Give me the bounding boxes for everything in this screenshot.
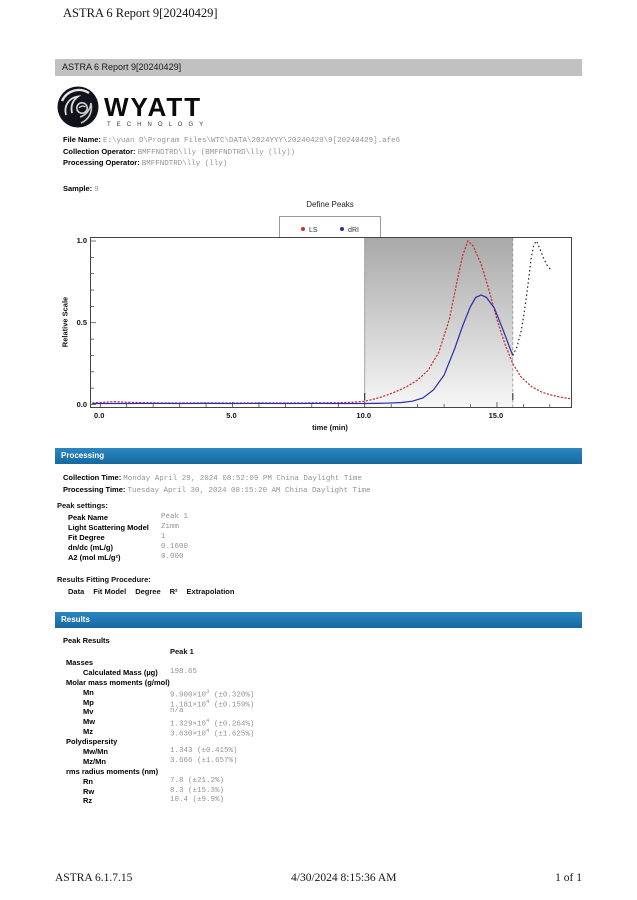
peak-setting-row (57, 543, 457, 553)
fitting-procedure-item: Degree (135, 587, 161, 596)
results-value-row (57, 707, 517, 717)
processing-operator-label: Processing Operator: (63, 158, 140, 168)
brand-subtitle: T E C H N O L O G Y (107, 122, 206, 128)
legend-entry-ls[interactable] (301, 227, 318, 234)
results-group-row (57, 678, 517, 688)
sample-line (63, 184, 99, 194)
result-label: Calculated Mass (µg) (83, 667, 158, 677)
ls-marker-icon (301, 227, 305, 231)
results-rows (57, 658, 517, 806)
result-value: 3.666 (±1.657%) (170, 756, 238, 765)
legend-entry-dri[interactable] (340, 227, 359, 234)
y-tick-label: 0.5 (76, 317, 87, 327)
y-axis-label: Relative Scale (60, 296, 70, 348)
fitting-procedure-block (57, 575, 243, 596)
collection-time-label: Collection Time: (63, 473, 122, 482)
results-value-row (57, 747, 517, 757)
setting-label: Peak Name (68, 513, 109, 522)
result-value: 7.8 (±21.2%) (170, 776, 225, 785)
peak-settings-rows (57, 513, 457, 562)
peak-setting-row (57, 513, 457, 523)
results-value-row (57, 717, 517, 727)
peak-settings-block (57, 501, 457, 562)
results-section-bar: Results (55, 612, 582, 628)
results-value-row (57, 796, 517, 806)
collection-time-value: Monday April 29, 2024 08:52:09 PM China Daylight Time (123, 475, 362, 483)
y-tick-label: 0.0 (76, 399, 87, 409)
result-value: 8.3 (±15.3%) (170, 786, 225, 795)
results-group-row (57, 767, 517, 777)
result-label: Mv (83, 707, 94, 717)
setting-value: 0.1600 (161, 542, 189, 551)
setting-value: 1 (161, 532, 166, 541)
result-value: $1.181\times 10^4$ (±0.159%) (170, 697, 255, 710)
result-value: 1.343 (±0.415%) (170, 747, 238, 756)
results-group-row (57, 658, 517, 668)
result-value: $9.900\times 10^3$ (±0.320%) (170, 687, 255, 700)
setting-value: Peak 1 (161, 513, 189, 521)
result-label: Mw/Mn (83, 747, 108, 757)
fitting-procedure-title: Results Fitting Procedure: (57, 575, 151, 584)
result-label: Rn (83, 776, 93, 786)
results-group-row (57, 737, 517, 747)
group-label: Masses (66, 658, 94, 667)
dri-marker-icon (340, 227, 344, 231)
legend-label-dri: dRI (348, 227, 359, 234)
processing-time-label: Processing Time: (63, 484, 126, 494)
footer-datetime: 4/30/2024 8:15:36 AM (291, 872, 397, 884)
result-label: Rw (83, 786, 95, 796)
processing-section-bar: Processing (55, 448, 582, 464)
results-value-row (57, 727, 517, 737)
setting-label: Fit Degree (68, 532, 105, 542)
results-value-row (57, 777, 517, 787)
result-value: n/a (170, 707, 184, 716)
results-value-row (57, 787, 517, 797)
collection-operator-value: BMFFNDTRD\lly (BMFFNDTRD\lly (lly)) (137, 148, 296, 157)
fitting-procedure-item: Extrapolation (186, 587, 235, 596)
page-footer (55, 872, 582, 884)
x-tick-label: 5.0 (226, 411, 237, 420)
results-value-row (57, 668, 517, 678)
processing-operator-line (63, 158, 400, 170)
collection-operator-label: Collection Operator: (63, 146, 136, 156)
plot-svg (91, 238, 571, 407)
x-tick-label: 10.0 (356, 411, 372, 420)
file-name-line (63, 135, 400, 147)
file-name-label: File Name: (63, 135, 101, 144)
result-label: Rz (83, 796, 93, 806)
processing-time-value: Tuesday April 30, 2024 08:15:20 AM China Daylight Time (127, 486, 371, 495)
setting-value: 0.000 (161, 552, 184, 561)
results-value-row (57, 757, 517, 767)
sample-label: Sample: (63, 184, 93, 193)
peaks-chart (55, 237, 615, 437)
footer-page-number: 1 of 1 (555, 872, 582, 884)
x-axis-label: time (min) (312, 423, 348, 432)
result-value: $3.630\times 10^4$ (±1.625%) (170, 727, 255, 739)
result-value: 198.65 (170, 667, 198, 676)
collection-time-line (63, 473, 371, 485)
peak-setting-row (57, 553, 457, 563)
footer-version: ASTRA 6.1.7.15 (55, 872, 133, 884)
sample-value: 9 (94, 186, 99, 194)
setting-label: dn/dc (mL/g) (68, 542, 113, 552)
result-label: Mz/Mn (83, 756, 106, 766)
x-tick-label: 15.0 (488, 411, 504, 420)
group-label: Molar mass moments (g/mol) (66, 677, 170, 687)
result-value: $1.329\times 10^4$ (±0.264%) (170, 717, 255, 729)
setting-label: A2 (mol mL/g²) (68, 552, 121, 562)
plot-area[interactable] (90, 237, 572, 408)
group-label: Polydispersity (66, 737, 118, 747)
brand-name: WYATT (104, 92, 203, 122)
file-info-block (63, 135, 400, 170)
file-name-value: E:\yuan D\Program Files\WTC\DATA\2024YYY\20240429\9[20240429].afe6 (103, 137, 401, 145)
setting-value: Zimm (161, 522, 180, 531)
processing-times (63, 473, 371, 497)
group-label: rms radius moments (nm) (66, 766, 159, 776)
processing-time-line (63, 485, 371, 497)
result-label: Mz (83, 727, 93, 737)
y-tick-label: 1.0 (76, 236, 87, 245)
results-value-row (57, 688, 517, 698)
peak-results-title: Peak Results (63, 636, 110, 645)
legend-label-ls: LS (309, 227, 318, 234)
fitting-procedure-item: R² (169, 587, 178, 596)
setting-label: Light Scattering Model (68, 522, 149, 532)
peak-settings-title: Peak settings: (57, 501, 108, 510)
results-value-row (57, 698, 517, 708)
result-value: 10.4 (±9.9%) (170, 796, 225, 805)
page-title: ASTRA 6 Report 9[20240429] (63, 6, 218, 20)
peak-setting-row (57, 523, 457, 533)
result-label: Mw (83, 717, 96, 727)
wyatt-logo (56, 83, 256, 131)
fitting-procedure-items (57, 587, 243, 596)
fitting-procedure-item: Data (68, 587, 85, 596)
result-label: Mn (83, 687, 94, 697)
results-column-header: Peak 1 (170, 647, 194, 656)
globe-icon (56, 83, 256, 131)
report-header-bar: ASTRA 6 Report 9[20240429] (55, 59, 582, 76)
result-label: Mp (83, 697, 94, 707)
x-tick-label: 0.0 (94, 411, 105, 420)
processing-operator-value: BMFFNDTRD\lly (lly) (141, 160, 228, 169)
collection-operator-line (63, 147, 400, 159)
peak-setting-row (57, 533, 457, 543)
chart-title: Define Peaks (306, 200, 354, 209)
fitting-procedure-item: Fit Model (93, 587, 127, 596)
